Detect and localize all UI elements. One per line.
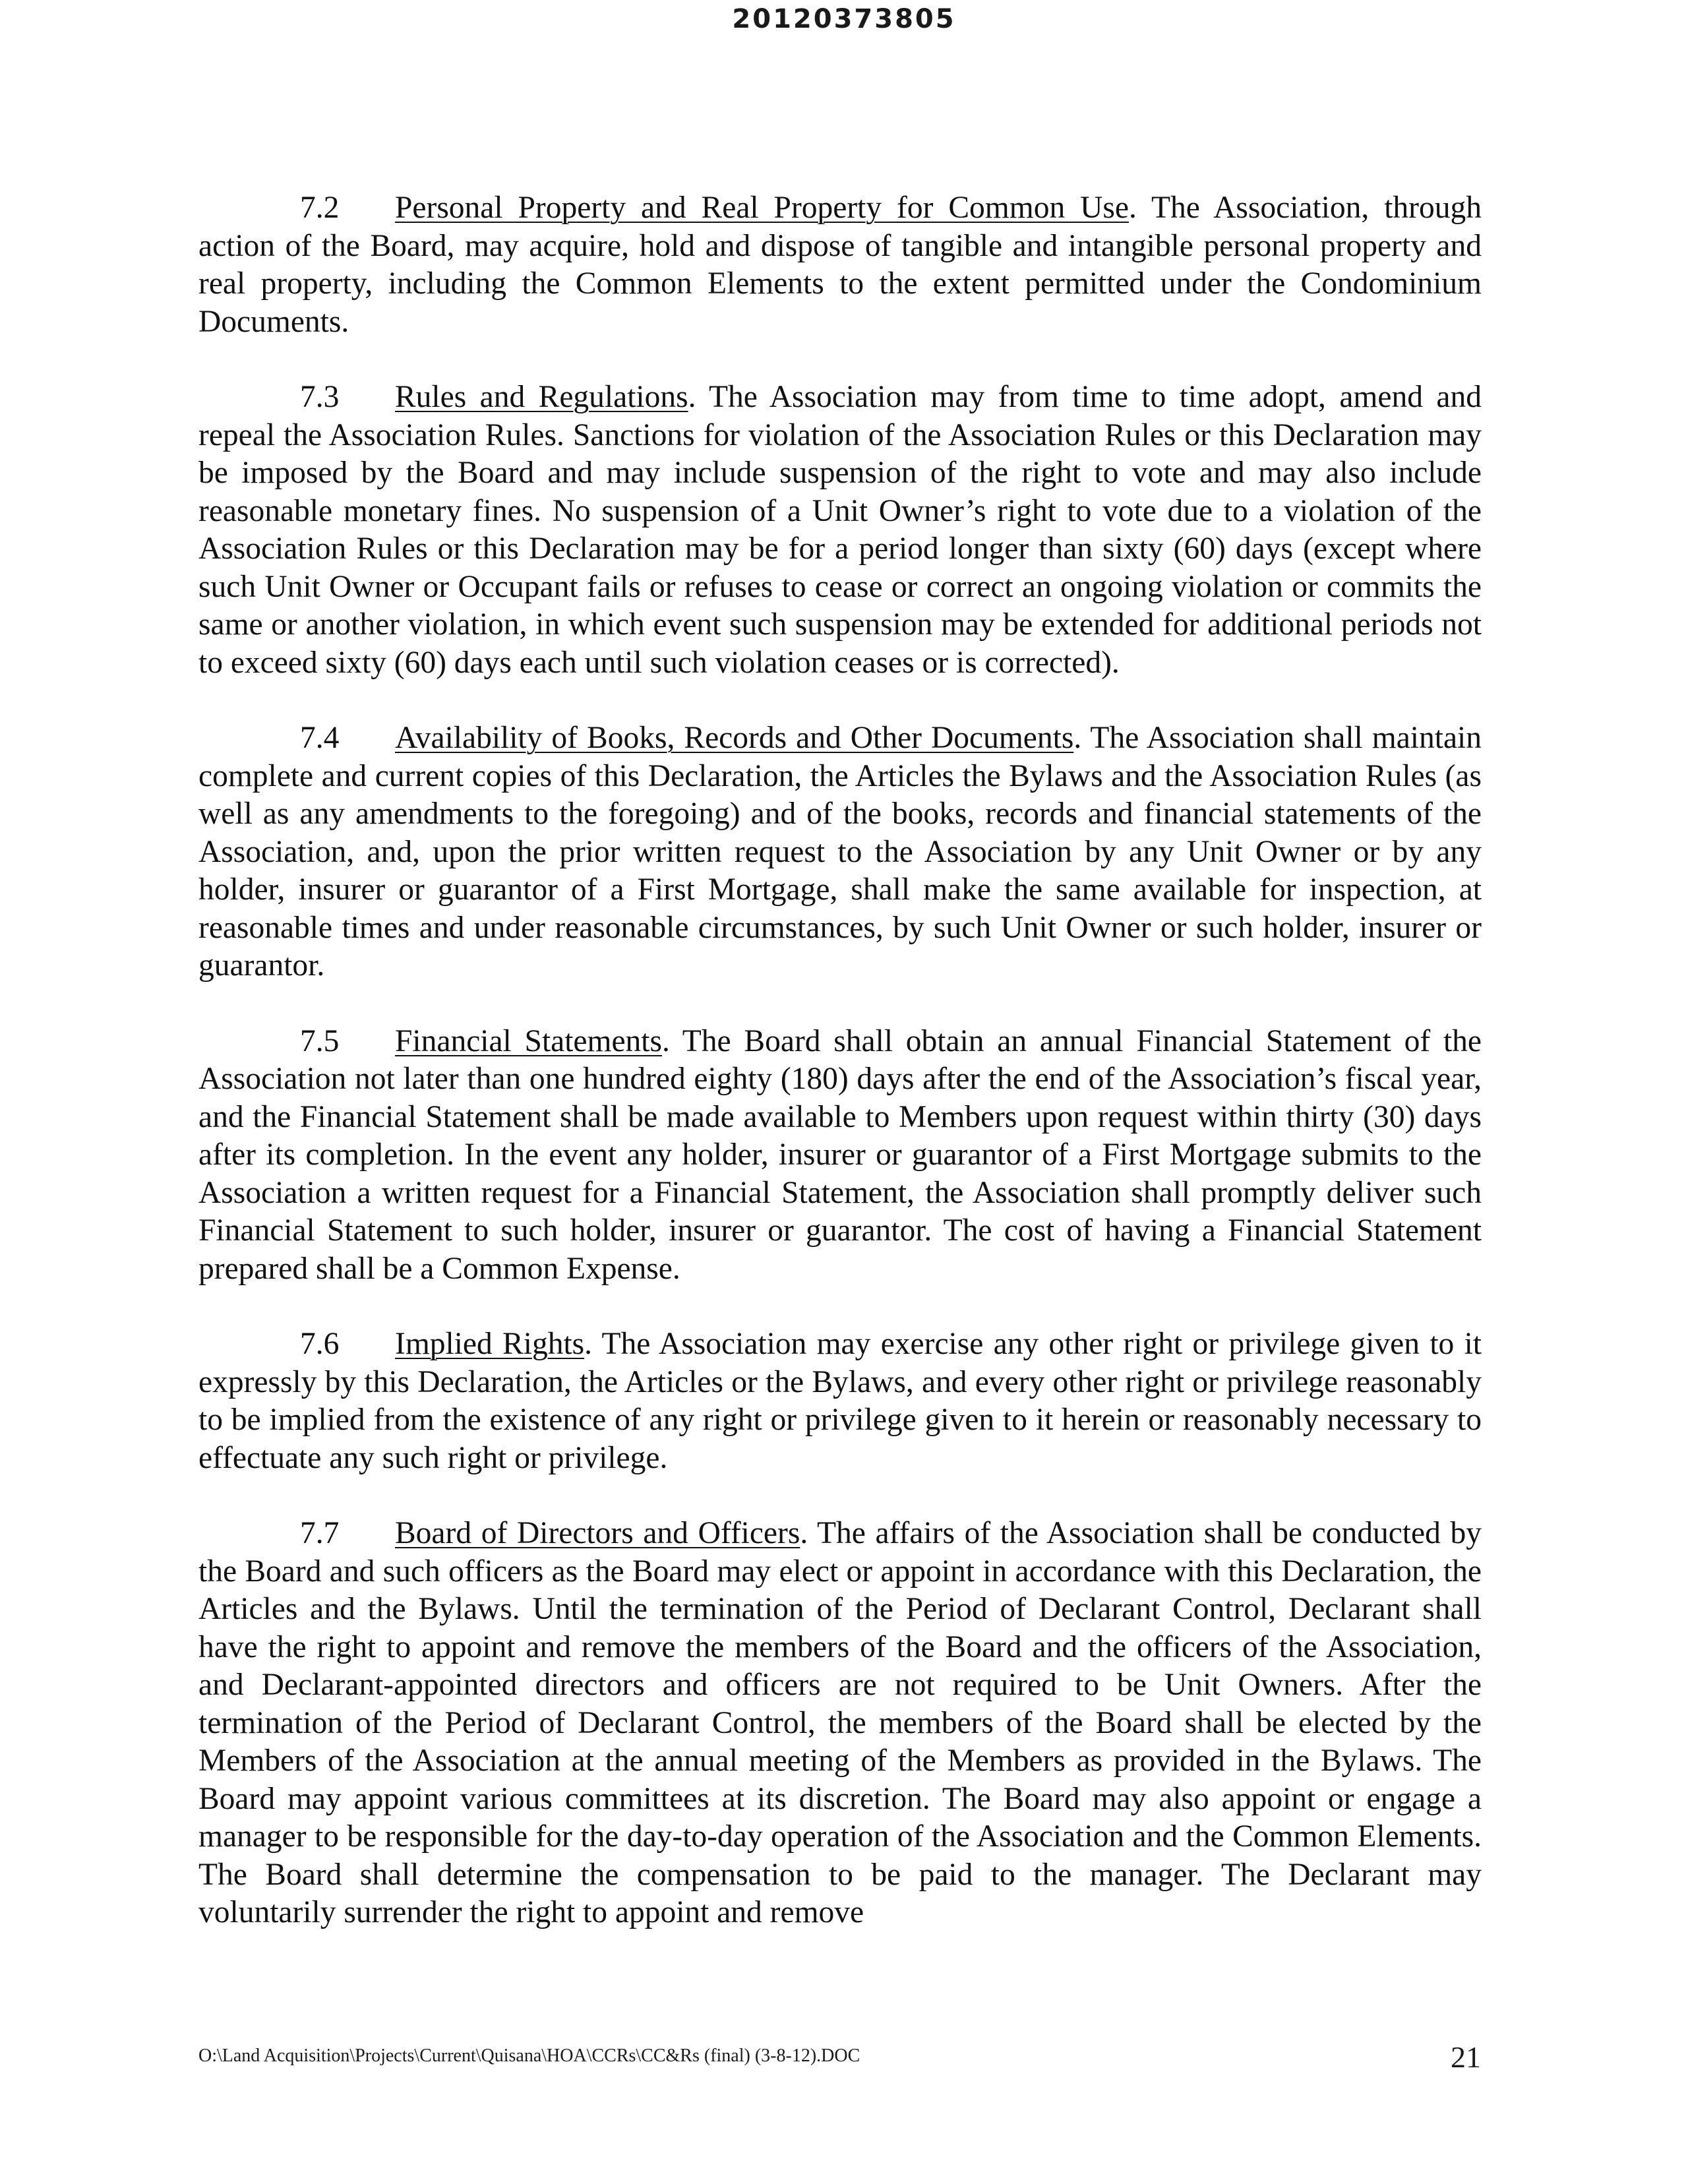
section-number: 7.6: [300, 1327, 340, 1361]
section-7-3: 7.3 Rules and Regulations. The Association may from time to time adopt, amend and repeal the Association Rules. Sanctions for violation of the Association Rules or this Declaration may be imposed by the Board and may include suspension of the right to vote and may also include reasonable monetary fines. No suspension of a Unit Owner’s right to vote due to a violation of the Association Rules or this Declaration may be for a period longer than sixty (60) days (except where such Unit Owner or Occupant fails or refuses to cease or correct an ongoing violation or commits the same or another violation, in which event such suspension may be extended for additional periods not to exceed sixty (60) days each until such violation ceases or is corrected).: [198, 380, 1482, 680]
section-text: The Association, through action of the Board, may acquire, hold and dispose of tangible and intangible personal property and real property, including the Common Elements to the extent permitted under the Condominium Documents.: [198, 191, 1482, 339]
footer-file-path: O:\Land Acquisition\Projects\Current\Quisana\HOA\CCRs\CC&Rs (final) (3-8-12).DOC: [198, 2046, 860, 2066]
section-heading: Board of Directors and Officers: [395, 1516, 800, 1550]
section-text: The affairs of the Association shall be conducted by the Board and such officers as the Board may elect or appoint in accordance with this Declaration, the Articles and the Bylaws. Until the termination of the Period of Declarant Control, Declarant shall have the right to appoint and remove the members of the Board and the officers of the Association, and Declarant-appointed directors and officers are not required to be Unit Owners. After the termination of the Period of Declarant Control, the members of the Board shall be elected by the Members of the Association at the annual meeting of the Members as provided in the Bylaws. The Board may appoint various committees at its discretion. The Board may also appoint or engage a manager to be responsible for the day-to-day operation of the Association and the Common Elements. The Board shall determine the compensation to be paid to the manager. The Declarant may voluntarily surrender the right to appoint and remove: [198, 1516, 1482, 1929]
section-7-4: 7.4 Availability of Books, Records and Other Documents. The Association shall maintain complete and current copies of this Declaration, the Articles the Bylaws and the Association Rules (as well as any amendments to the foregoing) and of the books, records and financial statements of the Association, and, upon the prior written request to the Association by any Unit Owner or by any holder, insurer or guarantor of a First Mortgage, shall make the same available for inspection, at reasonable times and under reasonable circumstances, by such Unit Owner or such holder, insurer or guarantor.: [198, 721, 1482, 983]
page-body: [198, 189, 1482, 1970]
section-7-7: 7.7 Board of Directors and Officers. The affairs of the Association shall be conducted by the Board and such officers as the Board may elect or appoint in accordance with this Declaration, the Articles and the Bylaws. Until the termination of the Period of Declarant Control, Declarant shall have the right to appoint and remove the members of the Board and the officers of the Association, and Declarant-appointed directors and officers are not required to be Unit Owners. After the termination of the Period of Declarant Control, the members of the Board shall be elected by the Members of the Association at the annual meeting of the Members as provided in the Bylaws. The Board may appoint various committees at its discretion. The Board may also appoint or engage a manager to be responsible for the day-to-day operation of the Association and the Common Elements. The Board shall determine the compensation to be paid to the manager. The Declarant may voluntarily surrender the right to appoint and remove: [198, 1516, 1482, 1929]
section-heading: Implied Rights: [395, 1327, 585, 1361]
section-text: The Board shall obtain an annual Financial Statement of the Association not later than one hundred eighty (180) days after the end of the Association’s fiscal year, and the Financial Statement shall be made available to Members upon request within thirty (30) days after its completion. In the event any holder, insurer or guarantor of a First Mortgage submits to the Association a written request for a Financial Statement, the Association shall promptly deliver such Financial Statement to such holder, insurer or guarantor. The cost of having a Financial Statement prepared shall be a Common Expense.: [198, 1023, 1482, 1286]
section-number: 7.5: [300, 1023, 340, 1058]
section-heading: Rules and Regulations: [395, 380, 688, 414]
section-number: 7.4: [300, 721, 340, 755]
section-number: 7.2: [300, 191, 340, 225]
section-text: The Association shall maintain complete and current copies of this Declaration, the Articles the Bylaws and the Association Rules (as well as any amendments to the foregoing) and of the books, records and financial statements of the Association, and, upon the prior written request to the Association by any Unit Owner or by any holder, insurer or guarantor of a First Mortgage, shall make the same available for inspection, at reasonable times and under reasonable circumstances, by such Unit Owner or such holder, insurer or guarantor.: [198, 721, 1482, 983]
section-7-5: 7.5 Financial Statements. The Board shall obtain an annual Financial Statement of the Association not later than one hundred eighty (180) days after the end of the Association’s fiscal year, and the Financial Statement shall be made available to Members upon request within thirty (30) days after its completion. In the event any holder, insurer or guarantor of a First Mortgage submits to the Association a written request for a Financial Statement, the Association shall promptly deliver such Financial Statement to such holder, insurer or guarantor. The cost of having a Financial Statement prepared shall be a Common Expense.: [198, 1023, 1482, 1286]
section-text: The Association may exercise any other right or privilege given to it expressly by this Declaration, the Articles or the Bylaws, and every other right or privilege reasonably to be implied from the existence of any right or privilege given to it herein or reasonably necessary to effectuate any such right or privilege.: [198, 1327, 1482, 1475]
document-number: 20120373805: [732, 4, 956, 34]
section-heading: Availability of Books, Records and Other Documents: [395, 721, 1074, 755]
section-7-2: 7.2 Personal Property and Real Property for Common Use. The Association, through action of the Board, may acquire, hold and dispose of tangible and intangible personal property and real property, including the Common Elements to the extent permitted under the Condominium Documents.: [198, 191, 1482, 339]
section-number: 7.7: [300, 1516, 340, 1550]
section-number: 7.3: [300, 380, 340, 414]
section-text: The Association may from time to time adopt, amend and repeal the Association Rules. Sanctions for violation of the Association Rules or this Declaration may be imposed by the Board and may include suspension of the right to vote and may also include reasonable monetary fines. No suspension of a Unit Owner’s right to vote due to a violation of the Association Rules or this Declaration may be for a period longer than sixty (60) days (except where such Unit Owner or Occupant fails or refuses to cease or correct an ongoing violation or commits the same or another violation, in which event such suspension may be extended for additional periods not to exceed sixty (60) days each until such violation ceases or is corrected).: [198, 380, 1482, 680]
section-7-6: 7.6 Implied Rights. The Association may exercise any other right or privilege given to it expressly by this Declaration, the Articles or the Bylaws, and every other right or privilege reasonably to be implied from the existence of any right or privilege given to it herein or reasonably necessary to effectuate any such right or privilege.: [198, 1327, 1482, 1475]
section-heading: Financial Statements: [395, 1023, 662, 1058]
page-number: 21: [1451, 2040, 1481, 2074]
section-heading: Personal Property and Real Property for Common Use: [395, 191, 1129, 225]
